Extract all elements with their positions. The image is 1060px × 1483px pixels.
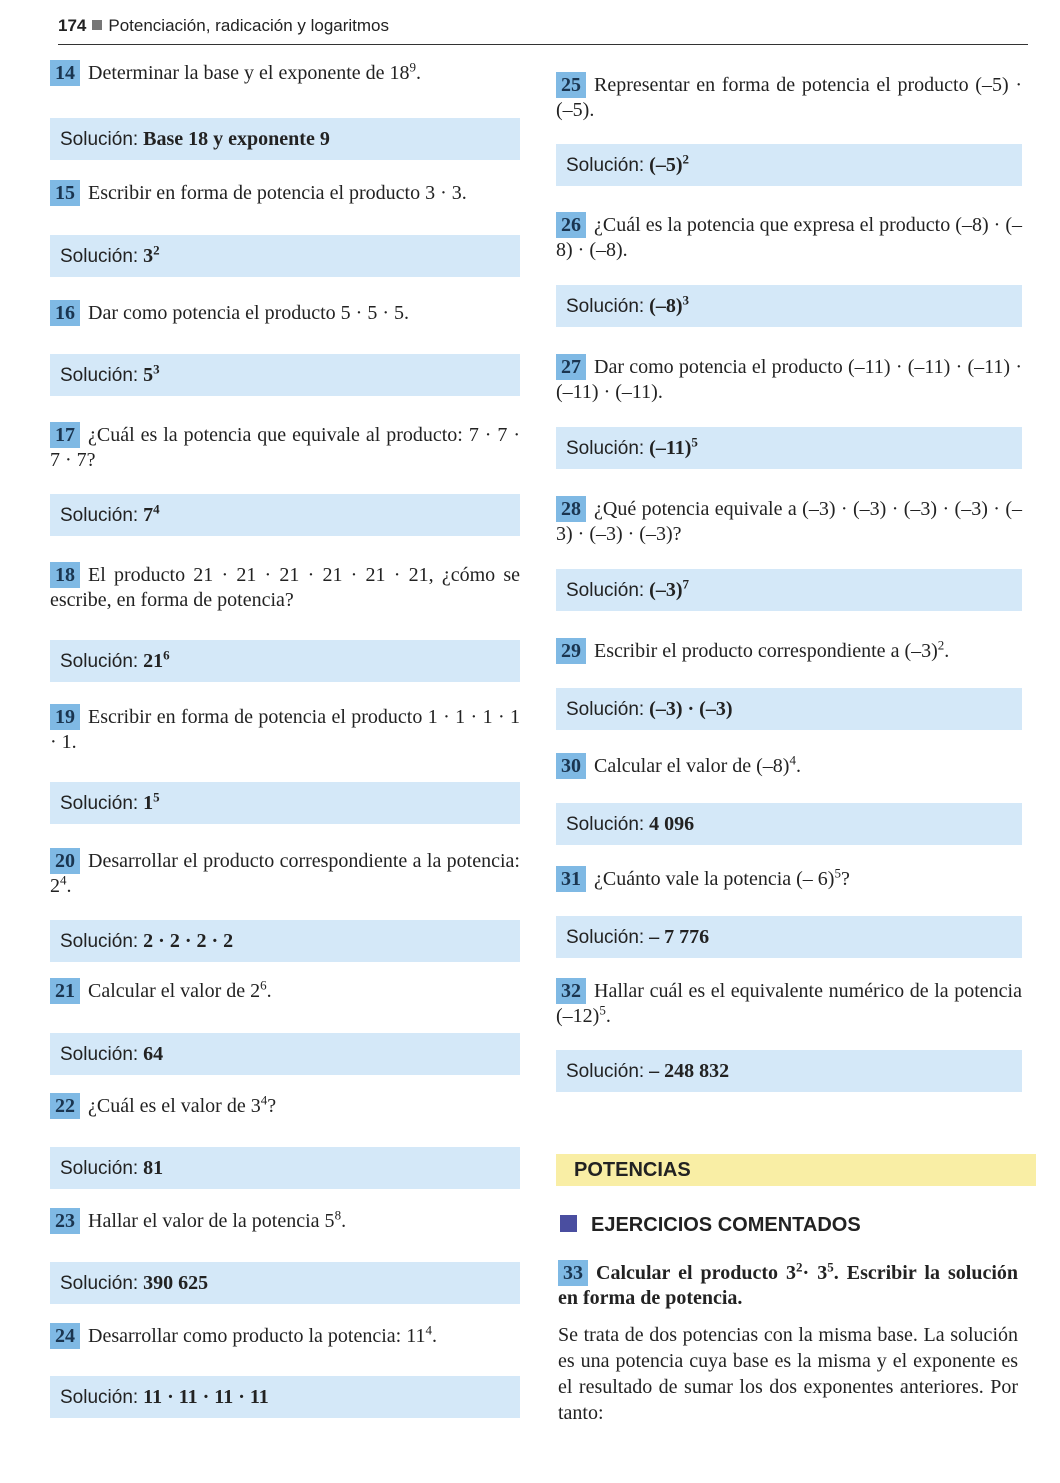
exercise-23 <box>50 1208 520 1234</box>
exponent: 5 <box>827 1259 834 1275</box>
exercise-text-tail: ? <box>267 1095 277 1117</box>
solution-box <box>50 1033 520 1075</box>
solution-box <box>50 782 520 824</box>
solution-value: 2 · 2 · 2 · 2 <box>143 930 234 952</box>
solution-label: Solución: <box>566 155 645 176</box>
exercise-17 <box>50 422 520 472</box>
solution-label: Solución: <box>566 438 645 459</box>
solution-value: 21 <box>143 650 164 672</box>
solution-box <box>556 688 1022 730</box>
exercise-number: 25 <box>556 72 586 98</box>
exercise-text: Desarrollar como producto la potencia: 11 <box>88 1325 426 1347</box>
solution-label: Solución: <box>60 505 139 526</box>
exercise-number: 23 <box>50 1208 80 1234</box>
exercise-text-tail: . <box>944 640 950 662</box>
exercise-number: 26 <box>556 212 586 238</box>
solution-exponent: 2 <box>153 242 160 258</box>
page-header <box>58 16 1028 45</box>
solution-exponent: 5 <box>691 434 698 450</box>
exercise-30 <box>556 753 1022 779</box>
solution-label: Solución: <box>60 129 139 150</box>
solution-value: (–5) <box>649 154 683 176</box>
solution-box <box>50 920 520 962</box>
exercise-number: 29 <box>556 638 586 664</box>
exercise-text: Representar en forma de potencia el producto (–5) · (–5). <box>556 74 1022 121</box>
exercise-text: El producto 21 · 21 · 21 · 21 · 21 · 21, ¿cómo se escribe, en forma de potencia? <box>50 564 520 611</box>
solution-label: Solución: <box>566 1061 645 1082</box>
exponent: 2 <box>796 1259 803 1275</box>
exercise-number: 28 <box>556 496 586 522</box>
solution-box <box>50 118 520 160</box>
exercise-text: ¿Cuál es la potencia que expresa el producto (–8) · (–8) · (–8). <box>556 214 1022 261</box>
exercise-text: Escribir el producto correspondiente a (–3) <box>594 640 938 662</box>
solution-value: 64 <box>143 1043 164 1065</box>
exponent: 4 <box>260 1092 268 1108</box>
exercise-15 <box>50 180 520 206</box>
exercise-21 <box>50 978 520 1004</box>
exercise-text: ¿Cuánto vale la potencia (– 6) <box>594 868 835 890</box>
exercise-number: 18 <box>50 562 80 588</box>
exponent: 4 <box>60 872 67 888</box>
subsection-title-text: EJERCICIOS COMENTADOS <box>591 1214 861 1236</box>
exercise-14 <box>50 60 520 86</box>
exercise-text-tail: . <box>266 980 272 1002</box>
solution-value: 390 625 <box>143 1272 209 1294</box>
solution-label: Solución: <box>60 246 139 267</box>
exercise-number: 17 <box>50 422 80 448</box>
solution-value: (–8) <box>649 295 683 317</box>
solution-value: Base 18 y exponente 9 <box>143 128 330 150</box>
solution-label: Solución: <box>566 580 645 601</box>
solution-value: (–3) · (–3) <box>649 698 733 720</box>
exercise-24 <box>50 1323 520 1349</box>
section-band-potencias: POTENCIAS <box>556 1154 1036 1186</box>
exponent: 2 <box>937 637 945 653</box>
solution-value: – 7 776 <box>649 926 710 948</box>
solution-value: 11 · 11 · 11 · 11 <box>143 1386 269 1408</box>
solution-exponent: 4 <box>153 501 160 517</box>
exercise-text: ¿Cuál es la potencia que equivale al producto: 7 · 7 · 7 · 7? <box>50 424 520 471</box>
exercise-number: 14 <box>50 60 80 86</box>
solution-box <box>556 285 1022 327</box>
exercise-text: Hallar cuál es el equivalente numérico de la potencia (–12) <box>556 980 1022 1027</box>
exercise-text-tail: . <box>605 1005 611 1027</box>
exercise-text: Dar como potencia el producto (–11) · (–11) · (–11) · (–11) · (–11). <box>556 356 1022 403</box>
exponent: 4 <box>425 1322 432 1338</box>
exercise-text: Desarrollar el producto correspondiente a la potencia: 2 <box>50 850 520 897</box>
exercise-33 <box>558 1260 1018 1310</box>
solution-box <box>50 354 520 396</box>
exercise-text: . Escribir la solución en forma de potencia. <box>558 1262 1018 1309</box>
exponent: 9 <box>409 59 417 75</box>
solution-box <box>50 640 520 682</box>
solution-value: 3 <box>143 245 154 267</box>
solution-exponent: 7 <box>682 576 689 592</box>
solution-label: Solución: <box>566 927 645 948</box>
solution-box <box>556 916 1022 958</box>
solution-label: Solución: <box>60 1387 139 1408</box>
exercise-number: 19 <box>50 704 80 730</box>
exponent: 8 <box>334 1207 342 1223</box>
exercise-number: 24 <box>50 1323 80 1349</box>
exercise-28 <box>556 496 1022 546</box>
solution-value: 1 <box>143 792 154 814</box>
exercise-text: ¿Cuál es el valor de 3 <box>88 1095 261 1117</box>
exercise-22 <box>50 1093 520 1119</box>
exercise-number: 27 <box>556 354 586 380</box>
exercise-text: Dar como potencia el producto 5 · 5 · 5. <box>88 302 410 324</box>
solution-label: Solución: <box>60 931 139 952</box>
solution-box <box>556 1050 1022 1092</box>
exercise-text: · 3 <box>802 1262 828 1284</box>
solution-label: Solución: <box>60 1158 139 1179</box>
solution-exponent: 3 <box>153 361 160 377</box>
solution-exponent: 5 <box>153 789 160 805</box>
exercise-32 <box>556 978 1022 1028</box>
exercise-text: Determinar la base y el exponente de 18 <box>88 62 410 84</box>
page-number: 174 <box>58 16 87 35</box>
exercise-text: Hallar el valor de la potencia 5 <box>88 1210 335 1232</box>
solution-value: 81 <box>143 1157 164 1179</box>
exercise-text: Calcular el valor de 2 <box>88 980 261 1002</box>
exercise-16 <box>50 300 520 326</box>
exercise-number: 16 <box>50 300 80 326</box>
exercise-text-tail: . <box>66 875 72 897</box>
exercise-text: Calcular el valor de (–8) <box>594 755 790 777</box>
exercise-26 <box>556 212 1022 262</box>
exponent: 5 <box>834 865 841 881</box>
solution-label: Solución: <box>566 814 645 835</box>
exercise-number: 31 <box>556 866 586 892</box>
exercise-text: Escribir en forma de potencia el producto 3 · 3. <box>88 182 467 204</box>
square-bullet-icon <box>92 20 102 30</box>
solution-box <box>50 235 520 277</box>
exercise-text: Calcular el producto 3 <box>596 1262 797 1284</box>
exercise-text: ¿Qué potencia equivale a (–3) · (–3) · (–3) · (–3) · (–3) · (–3) · (–3)? <box>556 498 1022 545</box>
exercise-number: 33 <box>558 1260 588 1286</box>
solution-value: 7 <box>143 504 154 526</box>
solution-label: Solución: <box>566 699 645 720</box>
solution-box <box>556 803 1022 845</box>
exercise-29 <box>556 638 1022 664</box>
solution-box <box>50 494 520 536</box>
exercise-19 <box>50 704 520 754</box>
exercise-number: 30 <box>556 753 586 779</box>
solution-label: Solución: <box>60 793 139 814</box>
chapter-title: Potenciación, radicación y logaritmos <box>108 16 390 35</box>
exponent: 5 <box>599 1002 606 1018</box>
exponent: 4 <box>789 752 796 768</box>
exponent: 6 <box>260 977 267 993</box>
exercise-text-tail: . <box>431 1325 437 1347</box>
explanation-paragraph: Se trata de dos potencias con la misma base. La solución es una potencia cuya base es la misma y el exponente es el resultado de sumar los dos exponentes anteriores. Por tanto: <box>558 1324 1018 1424</box>
exercise-18 <box>50 562 520 612</box>
solution-value: (–3) <box>649 579 683 601</box>
solution-value: 5 <box>143 364 154 386</box>
solution-exponent: 2 <box>682 151 689 167</box>
subsection-title <box>560 1214 861 1237</box>
exercise-number: 22 <box>50 1093 80 1119</box>
exercise-31 <box>556 866 1022 892</box>
solution-value: – 248 832 <box>649 1060 730 1082</box>
solution-box <box>50 1147 520 1189</box>
exercise-text-tail: ? <box>840 868 850 890</box>
solution-label: Solución: <box>60 651 139 672</box>
exercise-number: 20 <box>50 848 80 874</box>
exercise-text-tail: . <box>795 755 801 777</box>
exercise-20 <box>50 848 520 898</box>
solution-label: Solución: <box>60 1044 139 1065</box>
solution-label: Solución: <box>60 1273 139 1294</box>
solution-box <box>50 1376 520 1418</box>
solution-box <box>556 427 1022 469</box>
exercise-text-tail: . <box>416 62 422 84</box>
exercise-25 <box>556 72 1022 122</box>
solution-label: Solución: <box>60 365 139 386</box>
exercise-number: 15 <box>50 180 80 206</box>
solution-exponent: 6 <box>163 647 170 663</box>
exercise-number: 21 <box>50 978 80 1004</box>
solution-exponent: 3 <box>682 292 689 308</box>
solution-label: Solución: <box>566 296 645 317</box>
exercise-27 <box>556 354 1022 404</box>
exercise-number: 32 <box>556 978 586 1004</box>
solution-box <box>556 569 1022 611</box>
exercise-text: Escribir en forma de potencia el producto 1 · 1 · 1 · 1 · 1. <box>50 706 520 753</box>
solution-box <box>50 1262 520 1304</box>
solution-value: 4 096 <box>649 813 695 835</box>
square-bullet-icon <box>560 1215 577 1232</box>
solution-value: (–11) <box>649 437 692 459</box>
solution-box <box>556 144 1022 186</box>
exercise-text-tail: . <box>341 1210 347 1232</box>
